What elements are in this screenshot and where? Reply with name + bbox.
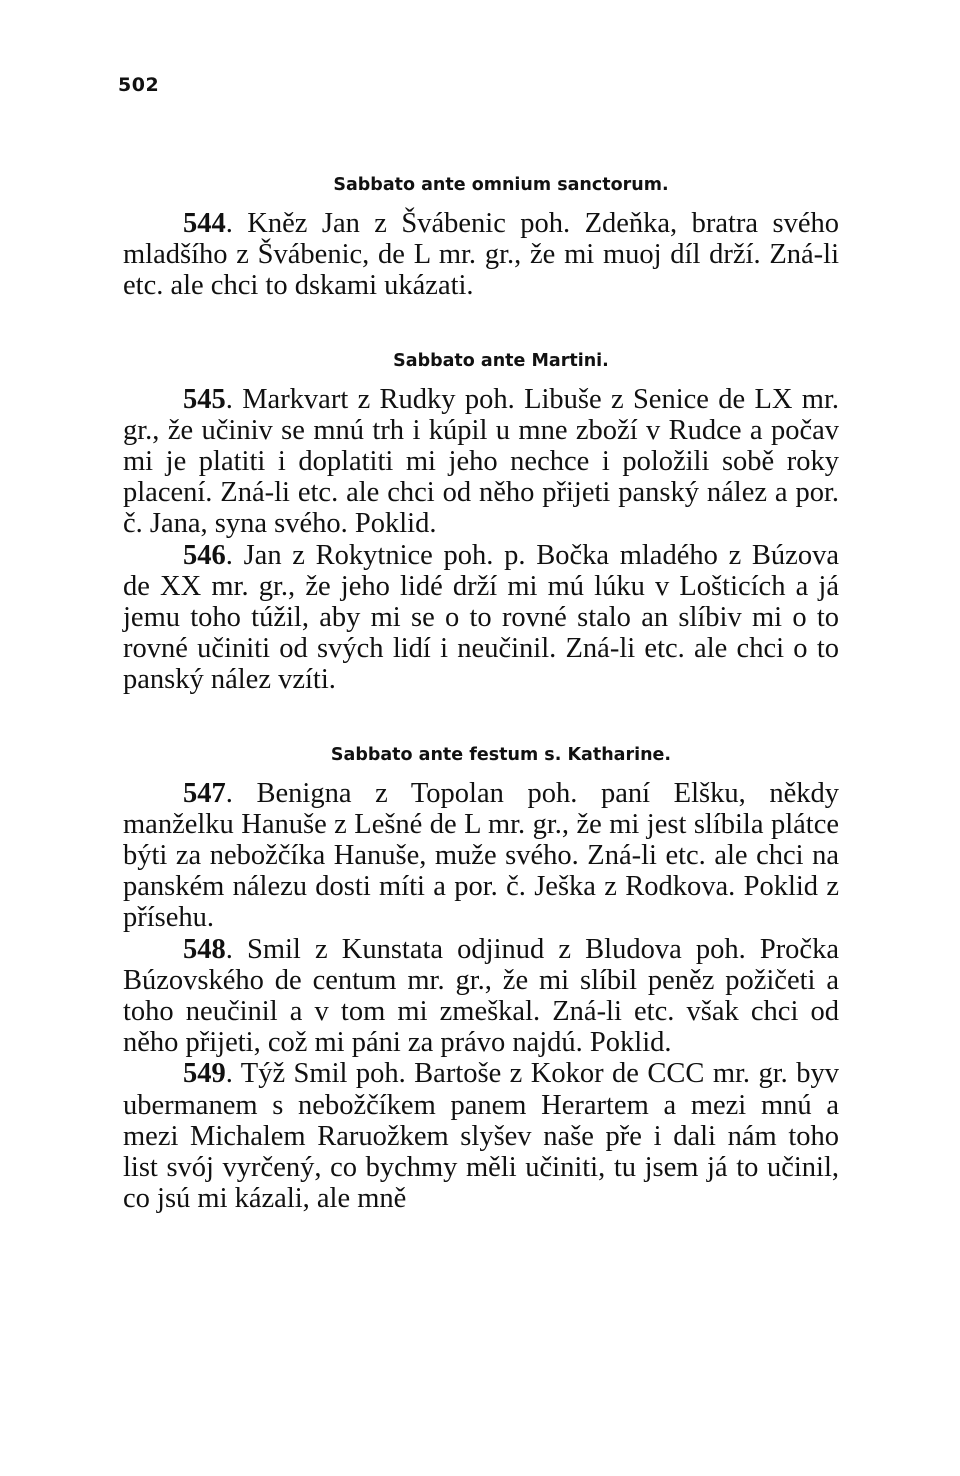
entry-544 — [123, 208, 839, 302]
page-number: 502 — [118, 74, 160, 96]
text-column — [123, 170, 839, 1214]
entry-text: . Kněz Jan z Švábenic poh. Zdeňka, bratra svého mladšího z Švábenic, de L mr. gr., že mi muoj díl drží. Zná-li etc. ale chci to dskami ukázati. — [123, 208, 839, 302]
entry-text: . Markvart z Rudky poh. Libuše z Senice de LX mr. gr., že učiniv se mnú trh i kúpil u mne zboží v Rudce a počav mi je platiti i doplatiti mi jeho nechce i položili sobě roky placení. Zná-li etc. ale chci od něho přijeti panský nález a por. č. Jana, syna svého. Poklid. — [123, 383, 839, 540]
entry-text: . Jan z Rokytnice poh. p. Bočka mladého z Búzova de XX mr. gr., že jeho lidé drží mi mú lúku v Lošticích a já jemu toho túžil, aby mi se o to rovné stalo an slíbiv mi o to rovné učiniti od svých lidí i neučinil. Zná-li etc. ale chci o to panský nález vzíti. — [123, 539, 839, 696]
entry-547 — [123, 778, 839, 934]
entry-text: . Benigna z Topolan poh. paní Elšku, někdy manželku Hanuše z Lešné de L mr. gr., že mi jest slíbila plátce býti za nebožčíka Hanuše, muže svého. Zná-li etc. ale chci na panském nálezu dosti míti a por. č. Ješka z Rodkova. Poklid z přísehu. — [123, 777, 839, 934]
entry-number: 545 — [183, 383, 226, 415]
entry-number: 544 — [183, 208, 226, 239]
entry-number: 548 — [183, 933, 226, 965]
entry-number: 549 — [183, 1058, 226, 1090]
section-heading: Sabbato ante festum s. Katharine. — [330, 744, 672, 765]
entry-549 — [123, 1058, 839, 1214]
entry-text: . Smil z Kunstata odjinud z Bludova poh. Pročka Búzovského de centum mr. gr., že mi slíbil peněz požičeti a toho neučinil a v tom mi zmeškal. Zná-li etc. však chci od něho přijeti, což mi páni za právo najdú. Poklid. — [123, 933, 839, 1059]
section-heading: Sabbato ante Martini. — [393, 350, 609, 371]
entry-548 — [123, 934, 839, 1059]
entry-text: . Týž Smil poh. Bartoše z Kokor de CCC mr. gr. byv ubermanem s nebožčíkem panem Herartem a mezi mnú a mezi Michalem Raruožkem slyšev naše pře i dali nám toho list svój vyrčený, co bychmy měli učiniti, tu jsem já to učinil, co jsú mi kázali, ale mně — [123, 1058, 839, 1215]
entry-546 — [123, 540, 839, 696]
entry-number: 546 — [183, 539, 226, 571]
entry-545 — [123, 384, 839, 540]
entry-number: 547 — [183, 777, 226, 809]
section-heading: Sabbato ante omnium sanctorum. — [333, 175, 669, 195]
